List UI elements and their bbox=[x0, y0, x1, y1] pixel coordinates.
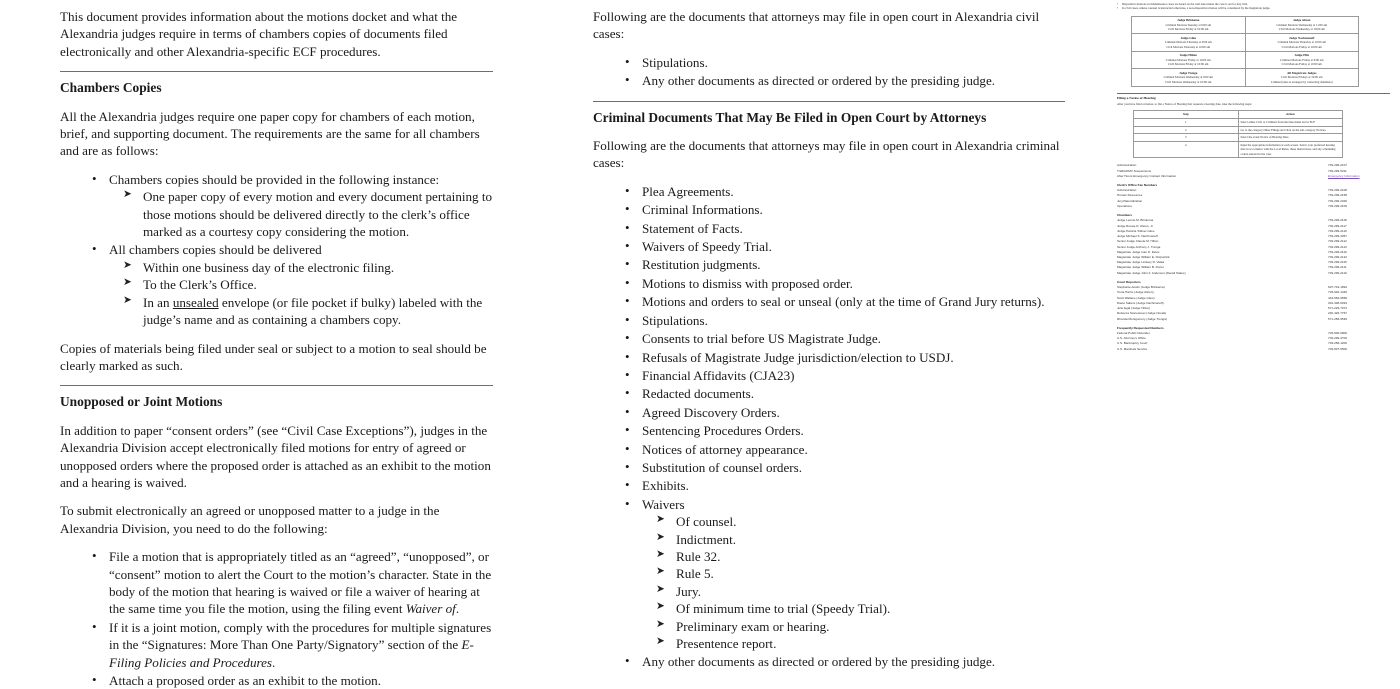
judge-name: Judge Trenga bbox=[1179, 70, 1198, 75]
list-item bbox=[656, 600, 1065, 617]
directory-label: Senior Judge Claude M. Hilton bbox=[1117, 239, 1159, 244]
list-item bbox=[623, 459, 1065, 476]
list-item-label: Preliminary exam or hearing. bbox=[676, 618, 830, 634]
column-header-action: Action bbox=[1238, 110, 1343, 118]
directory-label: Magistrate Judge William E. Fitzpatrick bbox=[1117, 255, 1170, 260]
list-item-label: Rule 5. bbox=[676, 566, 714, 582]
step-action: Go to the category Other Filings and click on the sub-category Notices. bbox=[1238, 126, 1343, 134]
directory-label: Judge Patricia Tolliver Giles bbox=[1117, 228, 1155, 233]
judge-name: Judge Alston bbox=[1293, 18, 1311, 23]
directory-label: Traffic/DMV Suspensions bbox=[1117, 168, 1152, 173]
table-row bbox=[1132, 69, 1359, 87]
emergency-information-link[interactable]: Emergency Information bbox=[1328, 173, 1360, 178]
step-number: 3 bbox=[1134, 134, 1239, 142]
directory-label: Julie Egal (Judge Hilton) bbox=[1117, 306, 1151, 311]
directory-label: Stephanie Austin (Judge Brinkema) bbox=[1117, 285, 1165, 290]
criminal-motions-time: Criminal Motions Friday at 10:00 am bbox=[1165, 57, 1211, 62]
criminal-documents-list bbox=[593, 183, 1065, 671]
list-item-label: Motions to dismiss with proposed order. bbox=[642, 275, 853, 291]
list-item bbox=[623, 385, 1065, 402]
policies-emphasis: E-Filing Policies and Procedures bbox=[109, 637, 474, 670]
directory-row bbox=[1117, 174, 1390, 179]
table-header-row bbox=[1134, 110, 1343, 118]
table-cell bbox=[1132, 16, 1246, 34]
table-cell bbox=[1245, 16, 1359, 34]
sub-list bbox=[109, 188, 493, 240]
list-item-label: Statement of Facts. bbox=[642, 220, 743, 236]
criminal-motions-time: Criminal Motions Wednesday at 11:00 am bbox=[1276, 22, 1328, 27]
directory-value: 703-299-2119 bbox=[1328, 270, 1347, 275]
list-item bbox=[623, 72, 1065, 89]
directory-value: 571-229-7074 bbox=[1328, 306, 1347, 311]
list-item bbox=[623, 330, 1065, 347]
directory-row bbox=[1117, 204, 1390, 209]
step-action: Input the appropriate information at each screen. Select your preferred hearing date in accordance with the Local Rules, these instructions, and any scheduling orders entered in the case. bbox=[1238, 141, 1343, 157]
directory-label: Human Resources bbox=[1117, 193, 1143, 198]
directory-label: Administration bbox=[1117, 163, 1137, 168]
directory-label: Operations bbox=[1117, 203, 1132, 208]
text-pre: File a motion that is appropriately titled as an “agreed”, “unopposed”, or “consent” motion to alert the Court to the motion’s character. State in the body of the motion that hearing is waived or file a waiver of hearing at the same time you file the motion, using the filing event bbox=[109, 549, 492, 617]
list-item-label: Motions and orders to seal or unseal (only at the time of Grand Jury returns). bbox=[642, 294, 1045, 310]
table-row bbox=[1132, 34, 1359, 52]
table-cell bbox=[1245, 34, 1359, 52]
directory-value: 571-258-9539 bbox=[1328, 316, 1347, 321]
list-item-label: Financial Affidavits (CJA23) bbox=[642, 367, 795, 383]
document-page-thumbnail[interactable] bbox=[1105, 0, 1400, 500]
civil-intro-paragraph: Following are the documents that attorneys may file in open court in Alexandria civil cases: bbox=[593, 9, 1040, 42]
list-item-label: Substitution of counsel orders. bbox=[642, 459, 803, 475]
directory-label: Magistrate Judge William B. Porter bbox=[1117, 265, 1164, 270]
document-page-left bbox=[0, 0, 545, 689]
directory-label: Administration bbox=[1117, 188, 1137, 193]
directory-label: Rhonda Montgomery (Judge Trenga) bbox=[1117, 316, 1167, 321]
directory-label: U.S. Attorney's Office bbox=[1117, 336, 1146, 341]
text-post: . bbox=[455, 601, 460, 617]
directory-value: 703-299-2122 bbox=[1328, 255, 1347, 260]
directory-label: After Hours Emergency Contact Information bbox=[1117, 173, 1177, 178]
list-item bbox=[90, 548, 493, 618]
list-item-label: Of minimum time to trial (Speedy Trial). bbox=[676, 601, 891, 617]
text-post: envelope (or file pocket if bulky) labeled with the judge’s name and as containing a chambers copy. bbox=[143, 294, 483, 328]
directory-value: 703-299-2111 bbox=[1328, 265, 1347, 270]
judge-name: Judge Giles bbox=[1180, 35, 1197, 40]
sealed-materials-note: Copies of materials being filed under seal or subject to a motion to seal should be clearly marked as such. bbox=[60, 340, 487, 373]
list-item-label: Agreed Discovery Orders. bbox=[642, 404, 780, 420]
criminal-motions-time: Criminal Motions Tuesday at 9:00 am bbox=[1165, 22, 1212, 27]
step-number: 1 bbox=[1134, 118, 1239, 126]
table-row bbox=[1134, 141, 1343, 157]
step-number: 4 bbox=[1134, 141, 1239, 157]
directory-value: 703-299-2108 bbox=[1328, 188, 1347, 193]
table-cell bbox=[1245, 51, 1359, 69]
directory-value: 703-299-2119 bbox=[1328, 249, 1347, 254]
text-pre: If it is a joint motion, comply with the procedures for multiple signatures in the “Signatures: More Than One Party/Signatory” section of the bbox=[109, 619, 492, 653]
directory-value: 703-299-2109 bbox=[1328, 203, 1347, 208]
list-item bbox=[623, 183, 1065, 200]
criminal-motions-time: Criminal Motions Thursday at 9:00 am bbox=[1164, 40, 1212, 45]
contact-directory bbox=[1117, 163, 1390, 352]
list-item bbox=[90, 672, 493, 689]
directory-value: 703-837-5500 bbox=[1328, 346, 1347, 351]
list-item-label: Notices of attorney appearance. bbox=[642, 441, 808, 457]
judges-motion-schedule-table bbox=[1131, 16, 1359, 87]
list-item bbox=[123, 188, 493, 240]
list-item-label: Within one business day of the electronic filing. bbox=[143, 259, 395, 275]
directory-group-heading-court-reporters: Court Reporters bbox=[1117, 279, 1141, 284]
directory-value: 703-299-2117 bbox=[1328, 223, 1347, 228]
list-item bbox=[656, 635, 1065, 652]
judge-name: All Magistrate Judges bbox=[1287, 70, 1317, 75]
list-item bbox=[623, 293, 1065, 310]
directory-label: Diane Salters (Judge Nachmanoff) bbox=[1117, 300, 1164, 305]
criminal-motions-time: Criminal Motions Friday at 9:00 am bbox=[1280, 57, 1324, 62]
list-item bbox=[123, 276, 493, 293]
directory-group-heading-chambers: Chambers bbox=[1117, 213, 1133, 218]
criminal-intro-paragraph: Following are the documents that attorneys may file in open court in Alexandria criminal cases: bbox=[593, 138, 1060, 171]
sub-list bbox=[109, 259, 493, 329]
list-item bbox=[623, 54, 1065, 71]
civil-motions-time: Civil Motions Friday at 10:00 am bbox=[1281, 62, 1322, 67]
list-item-label: Waivers of Speedy Trial. bbox=[642, 239, 772, 255]
directory-value: 703-299-2113 bbox=[1328, 244, 1347, 249]
directory-label: Magistrate Judge Lindsey R. Vaala bbox=[1117, 260, 1165, 265]
list-item-label: In civil cases, unless counsel is instructed otherwise, a non-dispositive motion will be considered by the magistrate judge. bbox=[1122, 6, 1271, 11]
directory-value: 703-258-1200 bbox=[1328, 341, 1347, 346]
section-heading-chambers-copies: Chambers Copies bbox=[60, 71, 493, 96]
directory-value: 703-299-2112 bbox=[1328, 239, 1347, 244]
list-item-label: One paper copy of every motion and every document pertaining to those motions should be delivered directly to the clerk’s office marked as a courtesy copy considering the motion. bbox=[143, 189, 493, 240]
list-item-label: To the Clerk’s Office. bbox=[143, 277, 257, 293]
directory-label: U.S. Bankruptcy Court bbox=[1117, 341, 1148, 346]
table-row bbox=[1134, 134, 1343, 142]
civil-motions-time: Civil Motions Friday at 10:00 am bbox=[1281, 44, 1322, 49]
section-heading-criminal-documents: Criminal Documents That May Be Filed in Open Court by Attorneys bbox=[593, 101, 1065, 126]
directory-value: 703-299-2107 bbox=[1328, 163, 1347, 168]
list-item-label: Exhibits. bbox=[642, 478, 689, 494]
directory-value: 703-299-2110 bbox=[1328, 228, 1347, 233]
list-item bbox=[623, 201, 1065, 218]
list-item bbox=[656, 565, 1065, 582]
document-page-middle bbox=[545, 0, 1105, 670]
directory-row bbox=[1117, 347, 1390, 352]
table-cell bbox=[1132, 69, 1246, 87]
list-item-label: Restitution judgments. bbox=[642, 257, 761, 273]
civil-motions-time: Civil Motions Friday at 10:00 am bbox=[1168, 62, 1209, 67]
table-cell bbox=[1245, 69, 1359, 87]
civil-documents-list bbox=[593, 54, 1065, 90]
directory-label: Judge Leonie M. Brinkema bbox=[1117, 218, 1154, 223]
civil-motions-time: Civil Motions Wednesday at 10:00 am bbox=[1278, 27, 1325, 32]
table-row bbox=[1132, 51, 1359, 69]
directory-value: 703-299-5311 bbox=[1328, 168, 1347, 173]
list-item bbox=[1117, 6, 1390, 10]
list-item-label: Sentencing Procedures Orders. bbox=[642, 423, 804, 439]
list-item bbox=[623, 238, 1065, 255]
list-item bbox=[656, 531, 1065, 548]
list-item bbox=[623, 275, 1065, 292]
directory-value: 240-426-7767 bbox=[1328, 311, 1347, 316]
directory-label: Scott Wallace (Judge Giles) bbox=[1117, 295, 1155, 300]
judge-name: Judge Nachmanoff bbox=[1289, 35, 1315, 40]
filing-event-emphasis: Waiver of bbox=[405, 601, 456, 617]
list-item-label: Of counsel. bbox=[676, 514, 737, 530]
directory-label: Magistrate Judge John F. Anderson (Recall Status) bbox=[1117, 270, 1186, 275]
list-item-label: Stipulations. bbox=[642, 312, 708, 328]
directory-value: 703-299-2118 bbox=[1328, 218, 1347, 223]
section-heading-unopposed-joint-motions: Unopposed or Joint Motions bbox=[60, 385, 493, 410]
directory-value: 703-299-2326 bbox=[1328, 198, 1347, 203]
chambers-copies-list bbox=[60, 171, 493, 329]
civil-motions-time: Civil Motions Friday at 10:00 am bbox=[1168, 27, 1209, 32]
directory-label: Jury/Naturalization bbox=[1117, 198, 1143, 203]
judge-name: Judge Hilton bbox=[1179, 53, 1197, 58]
list-item bbox=[123, 259, 493, 276]
civil-motions-time: Civil Motions Thursday at 10:00 am bbox=[1166, 44, 1211, 49]
list-item bbox=[90, 171, 493, 241]
list-item-label: Dispositive motions in misdemeanor cases are heard on the trial date unless the case is set for jury trial. bbox=[1122, 2, 1248, 6]
list-item-label: Redacted documents. bbox=[642, 386, 754, 402]
thumbnail-hearing-intro: After you have filed a motion, to file a Notice of Hearing that requests a hearing date, take the following steps: bbox=[1117, 102, 1253, 107]
thumbnail-top-notes bbox=[1117, 2, 1390, 11]
list-item-label: Indictment. bbox=[676, 531, 736, 547]
directory-value: 703-946-1426 bbox=[1328, 290, 1347, 295]
list-item bbox=[623, 653, 1065, 670]
directory-label: Tonia Harris (Judge Alston) bbox=[1117, 290, 1154, 295]
civil-motions-time: Civil Motions Wednesday at 10:00 am bbox=[1165, 79, 1212, 84]
list-item bbox=[656, 583, 1065, 600]
chambers-intro-paragraph: All the Alexandria judges require one paper copy for chambers of each motion, brief, and supporting document. The requirements are the same for all chambers and are as follows: bbox=[60, 108, 480, 159]
intro-paragraph: This document provides information about the motions docket and what the Alexandria judges require in terms of chambers copies of documents filed electronically and other Alexandria-specific ECF procedures. bbox=[60, 9, 458, 59]
civil-motions-time: Civil Motions Fridays at 10:00 am bbox=[1281, 75, 1323, 80]
list-item-label: Rule 32. bbox=[676, 548, 721, 564]
directory-label: Federal Public Defender bbox=[1117, 330, 1150, 335]
directory-row bbox=[1117, 317, 1390, 322]
list-item bbox=[623, 367, 1065, 384]
directory-value: 703-299-2158 bbox=[1328, 193, 1347, 198]
list-item-label: Stipulations. bbox=[642, 54, 708, 70]
list-item bbox=[623, 404, 1065, 421]
table-row bbox=[1134, 126, 1343, 134]
list-item-unsealed bbox=[123, 294, 493, 329]
table-row bbox=[1132, 16, 1359, 34]
criminal-motions-time: Criminal (date is arranged by contacting chambers) bbox=[1270, 79, 1333, 84]
directory-label: Senior Judge Anthony J. Trenga bbox=[1117, 244, 1161, 249]
list-item bbox=[623, 312, 1065, 329]
list-item bbox=[623, 422, 1065, 439]
list-item-label: Chambers copies should be provided in the following instance: bbox=[109, 171, 440, 187]
list-item bbox=[623, 256, 1065, 273]
text-pre: In an bbox=[143, 294, 173, 310]
list-item bbox=[623, 349, 1065, 366]
list-item-label: Criminal Informations. bbox=[642, 202, 763, 218]
list-item-label: Presentence report. bbox=[676, 636, 777, 652]
column-header-step: Step bbox=[1134, 110, 1239, 118]
directory-value: 703-299-3357 bbox=[1328, 234, 1347, 239]
table-row bbox=[1134, 118, 1343, 126]
list-item bbox=[623, 220, 1065, 237]
text-post: . bbox=[272, 654, 276, 670]
criminal-motions-time: Criminal Motions Thursday at 10:00 am bbox=[1277, 40, 1326, 45]
unopposed-paragraph-2: To submit electronically an agreed or unopposed matter to a judge in the Alexandria Division, you need to do the following: bbox=[60, 503, 440, 536]
directory-label: Magistrate Judge Ivan D. Davis bbox=[1117, 249, 1160, 254]
list-item bbox=[90, 241, 493, 328]
thumbnail-heading-filing-notice-of-hearing: Filing a Notice of Hearing bbox=[1117, 93, 1390, 100]
judge-name: Judge Ellis bbox=[1294, 53, 1310, 58]
directory-value: 607-743-1894 bbox=[1328, 285, 1347, 290]
step-action: Select the event Notice of Hearing Date. bbox=[1238, 134, 1343, 142]
list-item bbox=[90, 619, 493, 671]
notice-of-hearing-steps-table bbox=[1133, 110, 1343, 158]
directory-label: Judge Michael S. Nachmanoff bbox=[1117, 234, 1158, 239]
list-item bbox=[656, 618, 1065, 635]
directory-group-heading-frequently-requested: Frequently Requested Numbers bbox=[1117, 325, 1164, 330]
list-item-label: Refusals of Magistrate Judge jurisdiction/election to USDJ. bbox=[642, 349, 954, 365]
submission-steps-list bbox=[60, 548, 493, 689]
directory-row bbox=[1117, 271, 1390, 276]
directory-value: 301-338-6033 bbox=[1328, 300, 1347, 305]
directory-label: U.S. Marshals Service bbox=[1117, 346, 1148, 351]
list-item bbox=[623, 477, 1065, 494]
list-item-label: Consents to trial before US Magistrate Judge. bbox=[642, 331, 881, 347]
directory-value: 703-299-2115 bbox=[1328, 260, 1347, 265]
criminal-motions-time: Criminal Motions Wednesday at 9:00 am bbox=[1163, 75, 1213, 80]
table-cell bbox=[1132, 51, 1246, 69]
directory-label: Rebecca Stonestreet (Judge Novak) bbox=[1117, 311, 1167, 316]
directory-group-heading-fax: Clerk's Office Fax Numbers bbox=[1117, 183, 1158, 188]
list-item bbox=[656, 513, 1065, 530]
list-item-label: Any other documents as directed or ordered by the presiding judge. bbox=[642, 73, 996, 89]
list-item bbox=[623, 441, 1065, 458]
list-item-label: Plea Agreements. bbox=[642, 183, 734, 199]
waivers-sub-list bbox=[642, 513, 1065, 652]
list-item-label: Any other documents as directed or ordered by the presiding judge. bbox=[642, 654, 996, 670]
directory-value: 703-600-0800 bbox=[1328, 330, 1347, 335]
list-item-label: Jury. bbox=[676, 583, 701, 599]
list-item-label: Waivers bbox=[642, 496, 685, 512]
step-action: Select either Civil or Criminal from the blue menu bar in ECF bbox=[1238, 118, 1343, 126]
list-item bbox=[656, 548, 1065, 565]
directory-value: 443-584-6558 bbox=[1328, 295, 1347, 300]
unsealed-emphasis: unsealed bbox=[172, 294, 219, 310]
list-item-waivers bbox=[623, 496, 1065, 653]
list-item-label: Attach a proposed order as an exhibit to the motion. bbox=[109, 673, 381, 689]
judge-name: Judge Brinkema bbox=[1177, 18, 1200, 23]
list-item-label: All chambers copies should be delivered bbox=[109, 242, 322, 258]
step-number: 2 bbox=[1134, 126, 1239, 134]
table-cell bbox=[1132, 34, 1246, 52]
directory-value: 703-299-3700 bbox=[1328, 336, 1347, 341]
directory-label: Judge Rossie D. Alston, Jr. bbox=[1117, 223, 1154, 228]
unopposed-paragraph-1: In addition to paper “consent orders” (see “Civil Case Exceptions”), judges in the Alexandria Division accept electronically filed motions for entry of agreed or unopposed orders where the proposed order is attached as an exhibit to the motion and a hearing is waived. bbox=[60, 422, 491, 490]
